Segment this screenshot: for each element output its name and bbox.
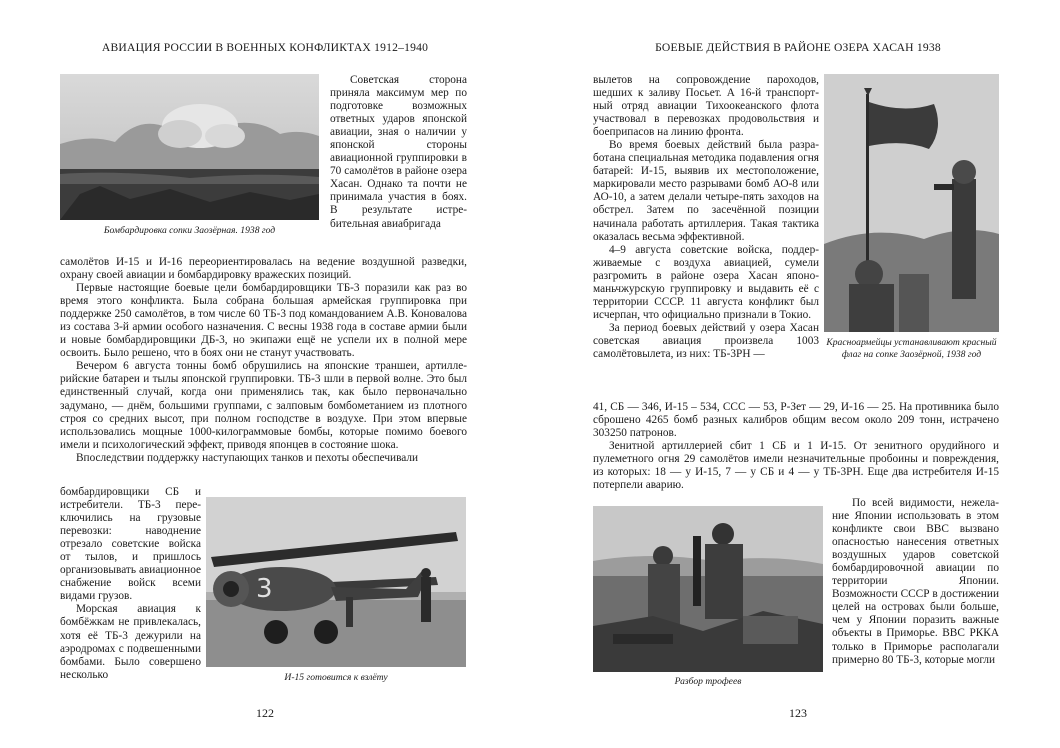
- running-header: АВИАЦИЯ РОССИИ В ВОЕННЫХ КОНФЛИКТАХ 1912–1940: [101, 41, 429, 54]
- photo-caption: Бомбардировка сопки Заозёрная. 1938 год: [103, 225, 276, 236]
- page-number: 123: [789, 706, 807, 720]
- paragraph: За период боевых действий у озера Хасан советская авиация произвела 1003 самолётовылета, из них: ТБ-3РН —: [593, 321, 819, 360]
- text-block-full: [593, 401, 999, 492]
- photo-caption: Разбор трофеев: [674, 676, 742, 687]
- paragraph: самолётов И-15 и И-16 переориентировалась на ведение воздушной разведки, охрану своей авиации и бомбардировку вражеских позиций.: [60, 256, 467, 282]
- text-column-top: [593, 74, 819, 361]
- photo-caption: И-15 готовится к взлёту: [284, 672, 388, 683]
- right-page: [530, 0, 1060, 748]
- photo-caption: Красноармейцы устанавливают красный флаг на сопке Заозёрной, 1938 год: [826, 337, 997, 360]
- red-flag-photo: [824, 74, 999, 332]
- trophies-photo: [593, 506, 823, 672]
- text-block-full: [60, 256, 467, 465]
- text-column-bottom: [60, 486, 201, 682]
- paragraph: бомбардировщики СБ и истребители. ТБ-3 переключились на грузовые перевозки: наводнение отрезало советские войска от тылов, и пришлось организовывать авиационное снабжение войск всеми видами грузов.: [60, 486, 201, 603]
- i15-plane-photo: [206, 497, 466, 667]
- paragraph: Зенитной артиллерией сбит 1 СБ и 1 И-15. От зенитного орудийного и пулеметного огня 29 самолётов имели незначительные пробоины и повреждения, из которых: 18 — у И-15, 7 — у СБ и 4 — у ТБ-3РН. Еще два истребителя И-15 потерпели аварию.: [593, 440, 999, 492]
- page-number: 122: [256, 706, 274, 720]
- paragraph: По всей видимости, нежелание Японии использовать в этом конфликте свои ВВС вызвано опасностью нанесения ответных воздушных ударов советской бомбардировочной авиации по территории Японии. Возможности СССР в достижении целей на островах были больше, чем у Японии поразить важные объекты в Приморье. ВВС РККА только в Приморье располагали примерно 80 ТБ-3, которые могли: [832, 497, 999, 666]
- paragraph: вылетов на сопровождение пароходов, шедших к заливу Посьет. А 16-й транспортный отряд авиации Тихоокеанского флота участвовал в перевозках продовольствия и боеприпасов на линию фронта.: [593, 74, 819, 139]
- svg-text:3: 3: [256, 574, 273, 604]
- running-header: БОЕВЫЕ ДЕЙСТВИЯ В РАЙОНЕ ОЗЕРА ХАСАН 1938: [655, 41, 941, 54]
- bombardment-photo: [60, 74, 319, 220]
- paragraph: 4–9 августа советские войска, поддерживаемые с воздуха авиацией, сумели разгромить в районе озера Хасан японо-маньчжурскую группировку и выдавить её с территории СССР. 11 августа конфликт был исчерпан, что официально признали в Токио.: [593, 243, 819, 321]
- paragraph: Впоследствии поддержку наступающих танков и пехоты обеспечивали: [76, 451, 419, 464]
- paragraph: Морская авиация к бомбёжкам не привлекалась, хотя её ТБ-3 дежурили на аэродромах с подвешенными бомбами. Было совершено несколько: [60, 603, 201, 681]
- paragraph: 41, СБ — 346, И-15 – 534, ССС — 53, Р-Зет — 29, И-16 — 25. На противника было сброшено 4265 бомб разных калибров общим весом около 209 тонн, истрачено 303250 патронов.: [593, 401, 999, 440]
- paragraph: Вечером 6 августа тонны бомб обрушились на японские траншеи, артиллерийские батареи и тылы японской группировки. ТБ-3 шли в первой волне. Это был единственный случай, когда они применялись так, как было первоначально задумано, — днём, большими группами, с залповым бомбометанием из плотного строя со средних высот, при полном господстве в воздухе. При этом впервые использовались мощные 1000-килограммовые бомбы, которые помимо боевого имели и психологический эффект, приводя японцев в состояние шока.: [60, 360, 467, 451]
- text-column-bottom: [832, 497, 999, 667]
- paragraph: Во время боевых действий была разработана специальная методика подавления огня батарей: И-15, выявив их местоположение, маркировали место разрывами бомб АО-8 или АО-10, а затем делали четыре-пять заходов на обстрел. Затем по засечённой позиции начинала работать артиллерия. Такая тактика оказалась весьма эффективной.: [593, 139, 819, 243]
- paragraph: Первые настоящие боевые цели бомбардировщики ТБ-3 поразили как раз во время этого конфликта. Была собрана большая армейская группировка при поддержке 250 самолётов, в том числе 60 ТБ-3 под командованием А.В. Коновалова из состава 3-й армии особого назначения. С весны 1938 года в составе армии были и новые бомбардировщики ДБ-3, но экипажи ещё не успели их в полной мере освоить. Было решено, что в боях они не станут участвовать.: [60, 282, 467, 360]
- paragraph: Советская сторона приняла максимум мер по подготовке возможных ответных ударов японской авиации, зная о наличии у японской стороны авиационной группировки в 70 самолётов в районе озера Хасан. Однако та почти не принимала участия в боях. В результате истребительная авиабригада: [330, 74, 467, 230]
- text-column-top: [330, 74, 467, 231]
